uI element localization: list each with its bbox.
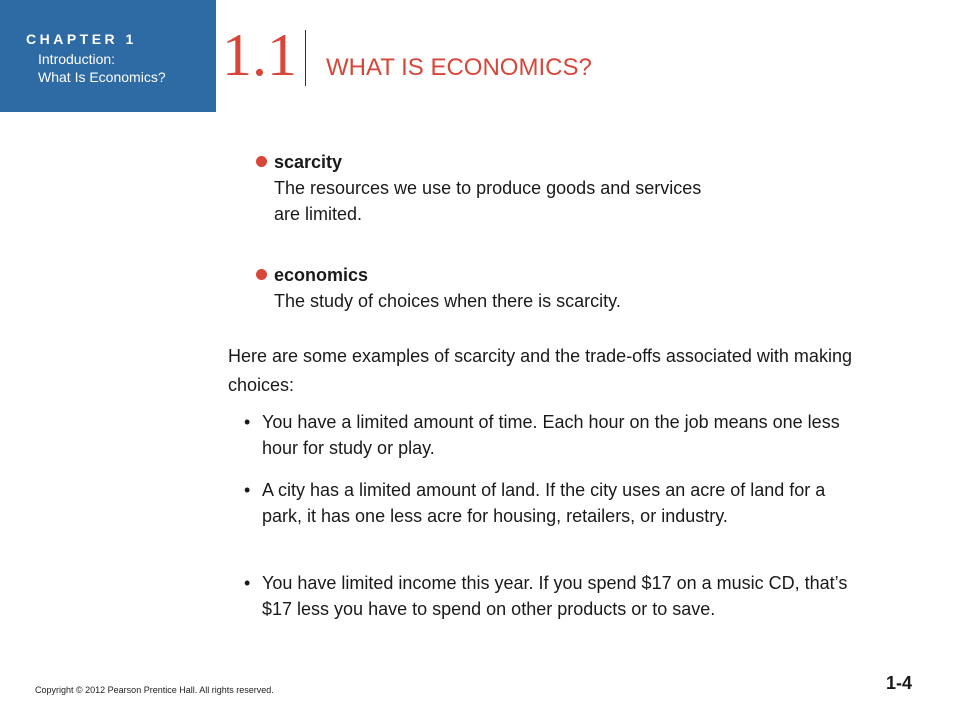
example-text: You have limited income this year. If you spend $17 on a music CD, that’s $17 less you have to spend on other products or to save. <box>262 573 848 619</box>
bullet-icon: • <box>244 573 251 593</box>
bullet-dot-icon <box>256 269 267 280</box>
definition-term: scarcity <box>274 152 343 172</box>
chapter-subtitle-line1: Introduction: <box>38 51 116 67</box>
example-item <box>244 409 864 463</box>
example-item <box>244 570 864 650</box>
definition-text: The study of choices when there is scarcity. <box>274 291 621 311</box>
bullet-dot-icon <box>256 156 267 167</box>
bullet-icon: • <box>244 480 251 500</box>
chapter-subtitle-line2: What Is Economics? <box>38 69 166 85</box>
definition-term: economics <box>274 265 369 285</box>
intro-paragraph: Here are some examples of scarcity and the trade-offs associated with making choices: <box>228 346 852 395</box>
page-number: 1-4 <box>886 673 913 693</box>
section-number: 1.1 <box>222 22 297 88</box>
definition-scarcity <box>256 149 726 229</box>
example-text: You have a limited amount of time. Each hour on the job means one less hour for study or play. <box>262 412 840 458</box>
example-text: A city has a limited amount of land. If the city uses an acre of land for a park, it has one less acre for housing, retailers, or industry. <box>262 480 826 526</box>
chapter-box <box>0 0 216 112</box>
section-title: WHAT IS ECONOMICS? <box>326 54 592 81</box>
example-item <box>244 477 864 557</box>
title-divider <box>305 30 306 86</box>
chapter-label: CHAPTER 1 <box>26 31 137 47</box>
definition-economics <box>256 262 726 318</box>
bullet-icon: • <box>244 412 251 432</box>
definition-text: The resources we use to produce goods and services are limited. <box>274 178 702 224</box>
copyright-notice: Copyright © 2012 Pearson Prentice Hall. All rights reserved. <box>35 685 274 695</box>
chapter-subtitle <box>38 50 166 86</box>
